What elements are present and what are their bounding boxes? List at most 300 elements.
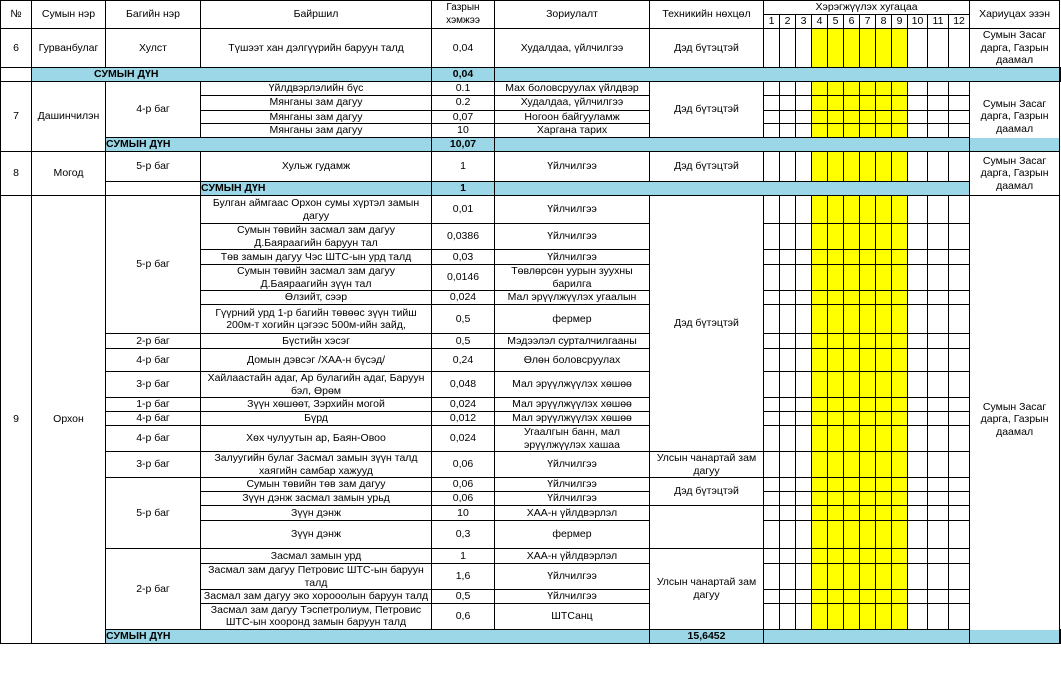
month-cell	[844, 349, 860, 372]
month-cell	[876, 95, 892, 110]
month-cell	[908, 110, 928, 124]
purpose: Харгана тарих	[495, 124, 650, 138]
month-cell	[928, 305, 949, 334]
month-cell	[892, 110, 908, 124]
month-cell	[812, 452, 828, 478]
month-cell	[860, 564, 876, 590]
total-spacer	[1, 67, 32, 81]
location: Үйлдвэрлэлийн бүс	[201, 81, 432, 95]
location: Түшээт хан дэлгүүрийн баруун талд	[201, 29, 432, 68]
month-cell	[860, 478, 876, 492]
month-cell	[828, 196, 844, 224]
bag-name: 5-р баг	[106, 152, 201, 182]
purpose: Үйлчилгээ	[495, 250, 650, 265]
month-cell	[892, 250, 908, 265]
month-cell	[949, 603, 970, 629]
row-no: 9	[1, 196, 32, 644]
tech-condition: Дэд бүтэцтэй	[650, 196, 764, 452]
month-cell	[780, 29, 796, 68]
month-cell	[892, 492, 908, 506]
month-cell	[764, 250, 780, 265]
area: 1	[432, 549, 495, 564]
month-cell	[844, 291, 860, 305]
month-cell	[908, 95, 928, 110]
bag-name: 3-р баг	[106, 452, 201, 478]
total-fill	[495, 67, 1060, 81]
month-cell	[796, 349, 812, 372]
month-cell	[908, 412, 928, 426]
total-fill	[495, 138, 1060, 152]
month-cell	[860, 492, 876, 506]
month-cell	[764, 196, 780, 224]
month-cell	[828, 305, 844, 334]
month-cell	[796, 95, 812, 110]
bag-name: 4-р баг	[106, 412, 201, 426]
location: Засмал зам дагуу Петровис ШТС-ын баруун талд	[201, 564, 432, 590]
month-cell	[908, 492, 928, 506]
location: Зүүн дэнж	[201, 521, 432, 549]
month-header: 8	[876, 15, 892, 29]
month-cell	[892, 224, 908, 250]
month-cell	[908, 265, 928, 291]
month-cell	[860, 196, 876, 224]
month-cell	[844, 603, 860, 629]
month-cell	[812, 549, 828, 564]
purpose: Ногоон байгууламж	[495, 110, 650, 124]
header-row	[1, 1, 1061, 15]
month-cell	[860, 549, 876, 564]
month-cell	[828, 372, 844, 398]
month-cell	[780, 349, 796, 372]
month-cell	[892, 452, 908, 478]
month-cell	[796, 412, 812, 426]
total-spacer	[106, 182, 201, 196]
row-no: 6	[1, 29, 32, 68]
month-cell	[844, 305, 860, 334]
month-cell	[796, 224, 812, 250]
month-cell	[764, 452, 780, 478]
month-cell	[949, 452, 970, 478]
month-cell	[812, 349, 828, 372]
month-cell	[828, 426, 844, 452]
month-cell	[949, 492, 970, 506]
month-cell	[796, 549, 812, 564]
month-cell	[812, 95, 828, 110]
month-cell	[844, 452, 860, 478]
purpose: Өлөн боловсруулах	[495, 349, 650, 372]
location: Төв замын дагуу Чэс ШТС-ын урд талд	[201, 250, 432, 265]
month-cell	[844, 372, 860, 398]
total-row	[1, 138, 1061, 152]
month-cell	[892, 124, 908, 138]
month-cell	[892, 291, 908, 305]
month-cell	[928, 95, 949, 110]
month-cell	[812, 250, 828, 265]
total-label: СУМЫН ДҮН	[106, 138, 432, 152]
table-row	[1, 478, 1061, 492]
month-cell	[780, 291, 796, 305]
month-cell	[928, 265, 949, 291]
month-cell	[780, 250, 796, 265]
month-cell	[876, 110, 892, 124]
month-header: 6	[844, 15, 860, 29]
month-cell	[844, 334, 860, 349]
total-fill	[495, 182, 970, 196]
purpose: Үйлчилгээ	[495, 492, 650, 506]
month-cell	[892, 590, 908, 604]
month-cell	[828, 492, 844, 506]
month-cell	[949, 521, 970, 549]
area: 0,24	[432, 349, 495, 372]
month-cell	[780, 81, 796, 95]
month-cell	[812, 412, 828, 426]
purpose: Мах боловсруулах үйлдвэр	[495, 81, 650, 95]
month-cell	[844, 224, 860, 250]
month-cell	[949, 349, 970, 372]
month-cell	[796, 110, 812, 124]
table-row	[1, 426, 1061, 452]
area: 0,04	[432, 29, 495, 68]
month-cell	[812, 506, 828, 521]
month-header: 5	[828, 15, 844, 29]
month-cell	[892, 152, 908, 182]
month-cell	[844, 426, 860, 452]
month-cell	[844, 265, 860, 291]
month-cell	[928, 250, 949, 265]
month-cell	[949, 95, 970, 110]
month-cell	[764, 603, 780, 629]
month-cell	[764, 265, 780, 291]
responsible: Сумын Засаг дарга, Газрын даамал	[970, 152, 1060, 196]
purpose: Мэдээлэл сурталчилгааны	[495, 334, 650, 349]
area: 0,024	[432, 398, 495, 412]
month-cell	[949, 426, 970, 452]
month-cell	[928, 564, 949, 590]
month-cell	[908, 196, 928, 224]
bag-name: 2-р баг	[106, 334, 201, 349]
month-cell	[908, 29, 928, 68]
month-cell	[892, 305, 908, 334]
area: 0,0386	[432, 224, 495, 250]
purpose: Үйлчилгээ	[495, 590, 650, 604]
month-cell	[908, 124, 928, 138]
location: Мянганы зам дагуу	[201, 110, 432, 124]
month-cell	[764, 110, 780, 124]
purpose: ШТСанц	[495, 603, 650, 629]
month-cell	[908, 506, 928, 521]
month-cell	[876, 412, 892, 426]
month-cell	[908, 81, 928, 95]
tech-condition: Улсын чанартай зам дагуу	[650, 549, 764, 630]
bag-name: 5-р баг	[106, 196, 201, 334]
month-cell	[828, 334, 844, 349]
month-cell	[892, 521, 908, 549]
month-cell	[860, 412, 876, 426]
month-cell	[796, 478, 812, 492]
month-cell	[949, 549, 970, 564]
area: 0.1	[432, 81, 495, 95]
month-cell	[796, 372, 812, 398]
location: Сумын төвийн засмал зам дагуу Д.Баяраагийн баруун тал	[201, 224, 432, 250]
month-header: 9	[892, 15, 908, 29]
area: 0,012	[432, 412, 495, 426]
month-cell	[812, 81, 828, 95]
month-cell	[796, 152, 812, 182]
month-cell	[876, 196, 892, 224]
month-cell	[876, 124, 892, 138]
area: 1,6	[432, 564, 495, 590]
month-cell	[876, 291, 892, 305]
month-cell	[860, 81, 876, 95]
month-cell	[928, 291, 949, 305]
month-cell	[796, 29, 812, 68]
tech-condition: Дэд бүтэцтэй	[650, 29, 764, 68]
month-cell	[908, 305, 928, 334]
month-cell	[876, 590, 892, 604]
month-cell	[876, 334, 892, 349]
month-cell	[796, 398, 812, 412]
month-cell	[928, 521, 949, 549]
location: Хөх чулуутын ар, Баян-Овоо	[201, 426, 432, 452]
month-header: 12	[949, 15, 970, 29]
month-cell	[949, 124, 970, 138]
month-cell	[949, 291, 970, 305]
month-header: 4	[812, 15, 828, 29]
month-cell	[928, 506, 949, 521]
month-cell	[892, 506, 908, 521]
month-cell	[812, 29, 828, 68]
month-cell	[780, 452, 796, 478]
month-cell	[812, 521, 828, 549]
month-cell	[764, 412, 780, 426]
month-cell	[892, 349, 908, 372]
month-cell	[780, 305, 796, 334]
month-cell	[928, 478, 949, 492]
col-location: Байршил	[201, 1, 432, 29]
month-cell	[928, 549, 949, 564]
month-cell	[812, 152, 828, 182]
purpose: Мал эрүүлжүүлэх хөшөө	[495, 398, 650, 412]
bag-name: 3-р баг	[106, 372, 201, 398]
total-row	[1, 182, 1061, 196]
responsible: Сумын Засаг дарга, Газрын даамал	[970, 196, 1060, 644]
month-cell	[928, 398, 949, 412]
purpose: Үйлчилгээ	[495, 196, 650, 224]
month-cell	[796, 305, 812, 334]
month-cell	[892, 81, 908, 95]
location: Бүрд	[201, 412, 432, 426]
table-row	[1, 452, 1061, 478]
month-cell	[876, 305, 892, 334]
month-cell	[844, 95, 860, 110]
location: Сумын төвийн засмал зам дагуу Д.Баяраагийн зүүн тал	[201, 265, 432, 291]
responsible: Сумын Засаг дарга, Газрын даамал	[970, 81, 1060, 152]
month-cell	[828, 265, 844, 291]
location: Бүстийн хэсэг	[201, 334, 432, 349]
month-cell	[812, 603, 828, 629]
purpose: Мал эрүүлжүүлэх угаалын	[495, 291, 650, 305]
month-cell	[828, 124, 844, 138]
row-no: 7	[1, 81, 32, 152]
month-cell	[844, 250, 860, 265]
month-cell	[892, 334, 908, 349]
table-body	[1, 1, 1061, 644]
total-value: 10,07	[432, 138, 495, 152]
purpose: Худалдаа, үйлчилгээ	[495, 95, 650, 110]
month-cell	[828, 110, 844, 124]
month-cell	[780, 426, 796, 452]
month-cell	[928, 224, 949, 250]
month-cell	[844, 521, 860, 549]
month-cell	[828, 549, 844, 564]
month-cell	[949, 196, 970, 224]
month-cell	[949, 81, 970, 95]
month-cell	[812, 426, 828, 452]
col-bag: Багийн нэр	[106, 1, 201, 29]
month-cell	[860, 590, 876, 604]
area: 1	[432, 152, 495, 182]
area: 0,07	[432, 110, 495, 124]
month-cell	[860, 305, 876, 334]
table-row	[1, 549, 1061, 564]
table-row	[1, 334, 1061, 349]
month-cell	[828, 291, 844, 305]
month-cell	[876, 478, 892, 492]
month-cell	[949, 265, 970, 291]
bag-name: 4-р баг	[106, 426, 201, 452]
month-cell	[860, 452, 876, 478]
location: Мянганы зам дагуу	[201, 124, 432, 138]
month-cell	[844, 564, 860, 590]
month-cell	[764, 426, 780, 452]
month-cell	[764, 398, 780, 412]
soum-name: Орхон	[32, 196, 106, 644]
month-cell	[860, 152, 876, 182]
location: Зүүн дэнж	[201, 506, 432, 521]
month-cell	[928, 29, 949, 68]
area: 0,06	[432, 452, 495, 478]
month-cell	[892, 478, 908, 492]
month-cell	[844, 478, 860, 492]
month-cell	[812, 265, 828, 291]
area: 0,5	[432, 334, 495, 349]
month-cell	[949, 478, 970, 492]
month-cell	[876, 372, 892, 398]
month-cell	[860, 349, 876, 372]
month-cell	[892, 426, 908, 452]
location: Зүүн хөшөөт, Зэрхийн могой	[201, 398, 432, 412]
month-cell	[949, 224, 970, 250]
month-cell	[844, 492, 860, 506]
location: Хайлаастайн адаг, Ар булагийн адаг, Баруун бэл, Өрөм	[201, 372, 432, 398]
month-cell	[796, 196, 812, 224]
total-fill	[764, 629, 1061, 643]
month-cell	[892, 95, 908, 110]
month-cell	[828, 349, 844, 372]
location: Хульж гудамж	[201, 152, 432, 182]
month-cell	[908, 549, 928, 564]
month-cell	[876, 250, 892, 265]
month-cell	[764, 95, 780, 110]
location: Засмал зам дагуу эко хорооолын баруун талд	[201, 590, 432, 604]
purpose: Үйлчилгээ	[495, 452, 650, 478]
month-cell	[844, 412, 860, 426]
month-cell	[828, 29, 844, 68]
month-cell	[876, 521, 892, 549]
month-cell	[844, 590, 860, 604]
month-cell	[764, 349, 780, 372]
total-label: СУМЫН ДҮН	[106, 629, 650, 643]
table-row	[1, 152, 1061, 182]
month-cell	[860, 521, 876, 549]
month-cell	[780, 478, 796, 492]
purpose: Мал эрүүлжүүлэх хөшөө	[495, 412, 650, 426]
bag-name: 1-р баг	[106, 398, 201, 412]
responsible: Сумын Засаг дарга, Газрын даамал	[970, 29, 1060, 68]
month-cell	[780, 372, 796, 398]
month-cell	[876, 549, 892, 564]
month-cell	[949, 152, 970, 182]
area: 0,03	[432, 250, 495, 265]
month-cell	[780, 412, 796, 426]
area: 0,06	[432, 492, 495, 506]
month-cell	[796, 506, 812, 521]
month-cell	[812, 196, 828, 224]
month-cell	[780, 549, 796, 564]
month-cell	[780, 196, 796, 224]
month-cell	[876, 603, 892, 629]
month-cell	[828, 478, 844, 492]
month-cell	[860, 398, 876, 412]
month-cell	[892, 265, 908, 291]
month-cell	[876, 152, 892, 182]
month-cell	[764, 305, 780, 334]
month-cell	[908, 224, 928, 250]
month-cell	[876, 29, 892, 68]
col-tech: Техникийн нөхцөл	[650, 1, 764, 29]
month-cell	[780, 224, 796, 250]
area: 0,06	[432, 478, 495, 492]
month-header: 10	[908, 15, 928, 29]
month-cell	[764, 291, 780, 305]
month-cell	[828, 398, 844, 412]
month-cell	[812, 110, 828, 124]
month-cell	[828, 95, 844, 110]
table-row	[1, 349, 1061, 372]
month-header: 2	[780, 15, 796, 29]
month-cell	[796, 590, 812, 604]
tech-condition: Улсын чанартай зам дагуу	[650, 452, 764, 478]
month-cell	[949, 305, 970, 334]
col-purpose: Зориулалт	[495, 1, 650, 29]
month-cell	[860, 29, 876, 68]
col-responsible: Хариуцах эзэн	[970, 1, 1060, 29]
month-cell	[796, 564, 812, 590]
table-row	[1, 196, 1061, 224]
area: 0,5	[432, 305, 495, 334]
soum-name: Гурванбулаг	[32, 29, 106, 68]
soum-name: Могод	[32, 152, 106, 196]
month-cell	[860, 95, 876, 110]
purpose: фермер	[495, 521, 650, 549]
month-cell	[780, 521, 796, 549]
month-cell	[860, 603, 876, 629]
area: 0.2	[432, 95, 495, 110]
month-cell	[908, 250, 928, 265]
month-cell	[892, 398, 908, 412]
month-cell	[860, 265, 876, 291]
month-cell	[908, 452, 928, 478]
